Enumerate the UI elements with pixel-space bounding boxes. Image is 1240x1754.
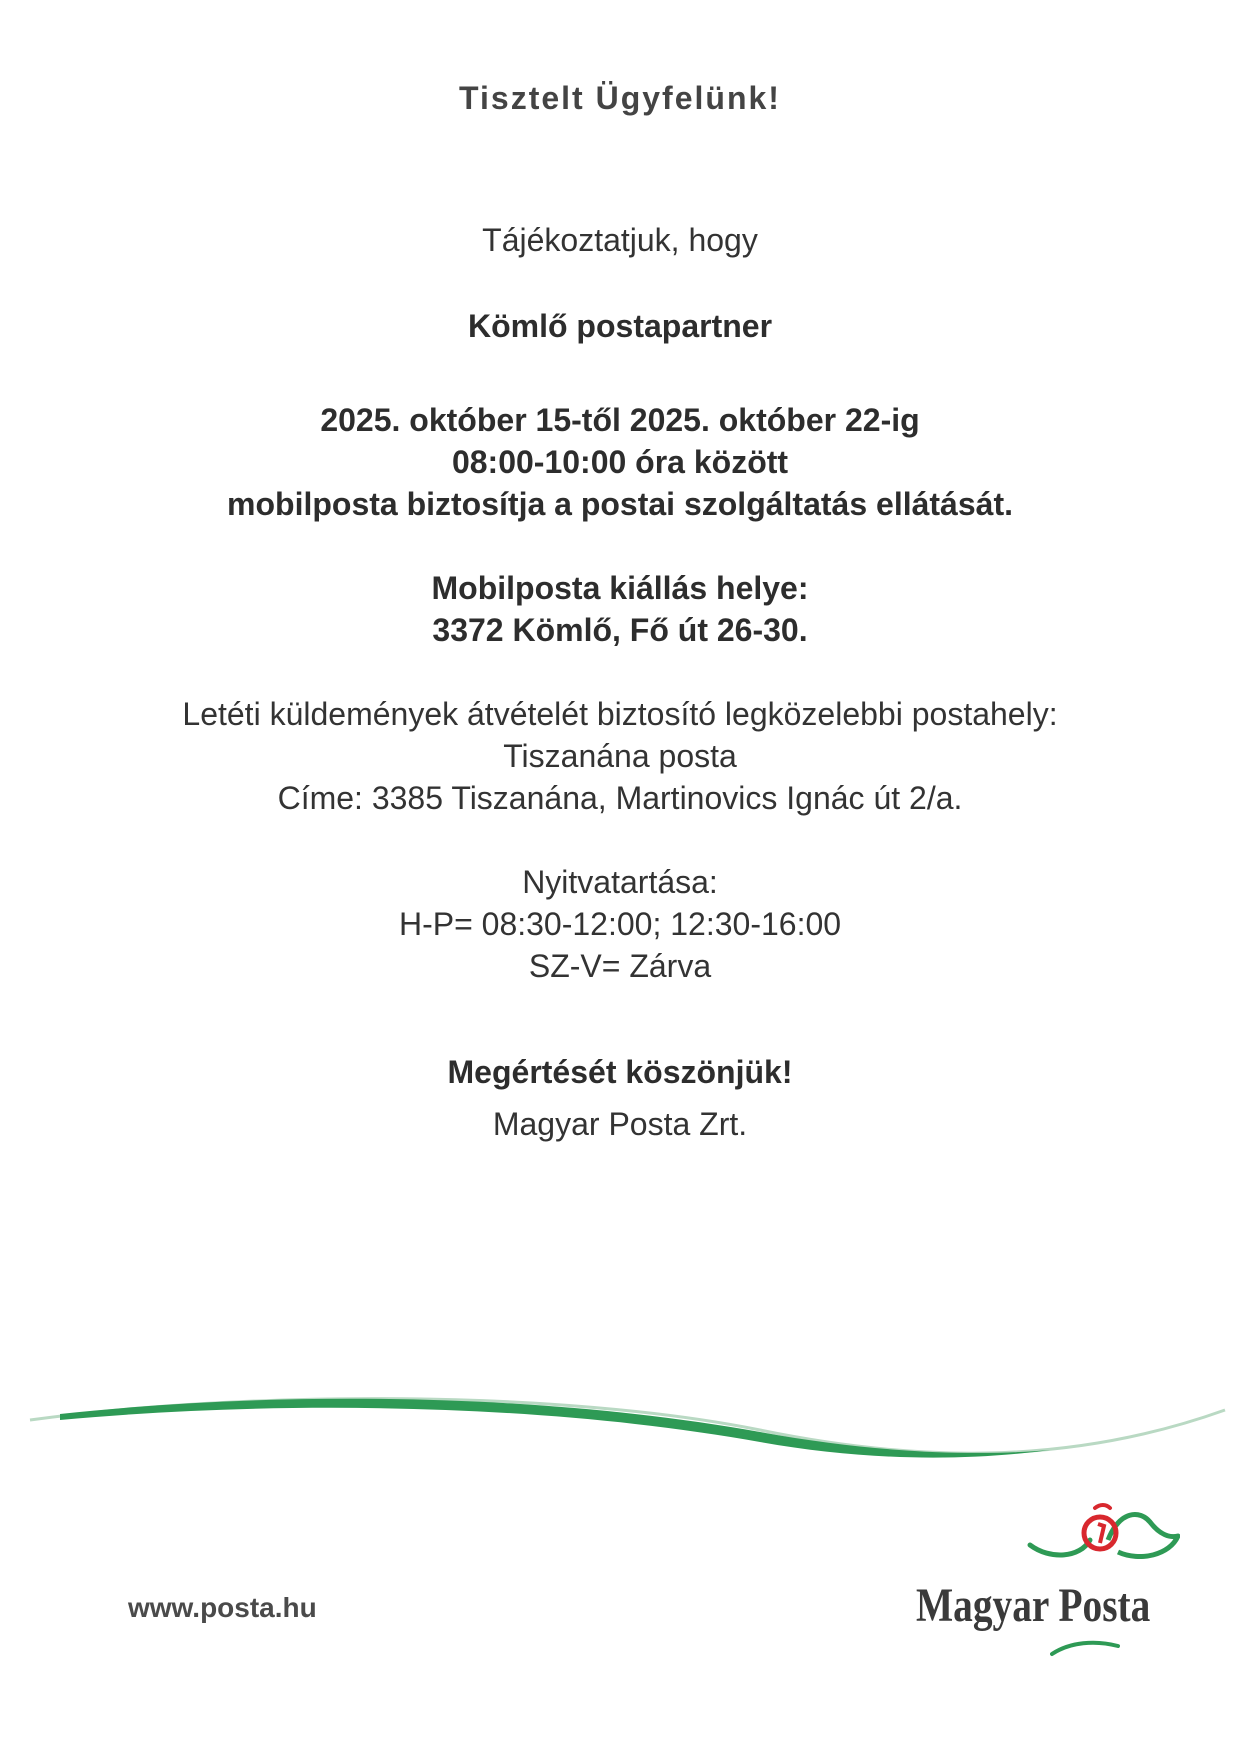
magyar-posta-logo bbox=[900, 1500, 1200, 1660]
partner-name: Kömlő postapartner bbox=[467, 308, 773, 344]
logo-swoosh-icon bbox=[1050, 1638, 1120, 1658]
nearest-post-label: Letéti küldemények átvételét biztosító legközelebbi postahely: bbox=[182, 696, 1058, 732]
greeting-heading: Tisztelt Ügyfelünk! bbox=[459, 80, 781, 116]
opening-hours-label: Nyitvatartása: bbox=[522, 864, 718, 900]
hours-text: 08:00-10:00 óra között bbox=[451, 444, 789, 480]
thanks-text: Megértését köszönjük! bbox=[447, 1054, 793, 1090]
location-label: Mobilposta kiállás helye: bbox=[431, 570, 809, 606]
signature-text: Magyar Posta Zrt. bbox=[492, 1106, 748, 1142]
period-text: 2025. október 15-től 2025. október 22-ig bbox=[320, 402, 920, 438]
website-url[interactable]: www.posta.hu bbox=[128, 1592, 317, 1623]
location-address: 3372 Kömlő, Fő út 26-30. bbox=[432, 612, 808, 648]
opening-hours-weekdays: H-P= 08:30-12:00; 12:30-16:00 bbox=[398, 906, 842, 942]
nearest-post-name: Tiszanána posta bbox=[503, 738, 737, 774]
posthorn-icon bbox=[1020, 1500, 1180, 1570]
opening-hours-weekend: SZ-V= Zárva bbox=[528, 948, 712, 984]
logo-wordmark: Magyar Posta bbox=[916, 1579, 1151, 1632]
service-text: mobilposta biztosítja a postai szolgáltatás ellátását. bbox=[227, 486, 1013, 522]
intro-text: Tájékoztatjuk, hogy bbox=[482, 222, 758, 258]
nearest-post-address: Címe: 3385 Tiszanána, Martinovics Ignác út 2/a. bbox=[277, 780, 963, 816]
green-wave-divider bbox=[0, 1370, 1240, 1490]
